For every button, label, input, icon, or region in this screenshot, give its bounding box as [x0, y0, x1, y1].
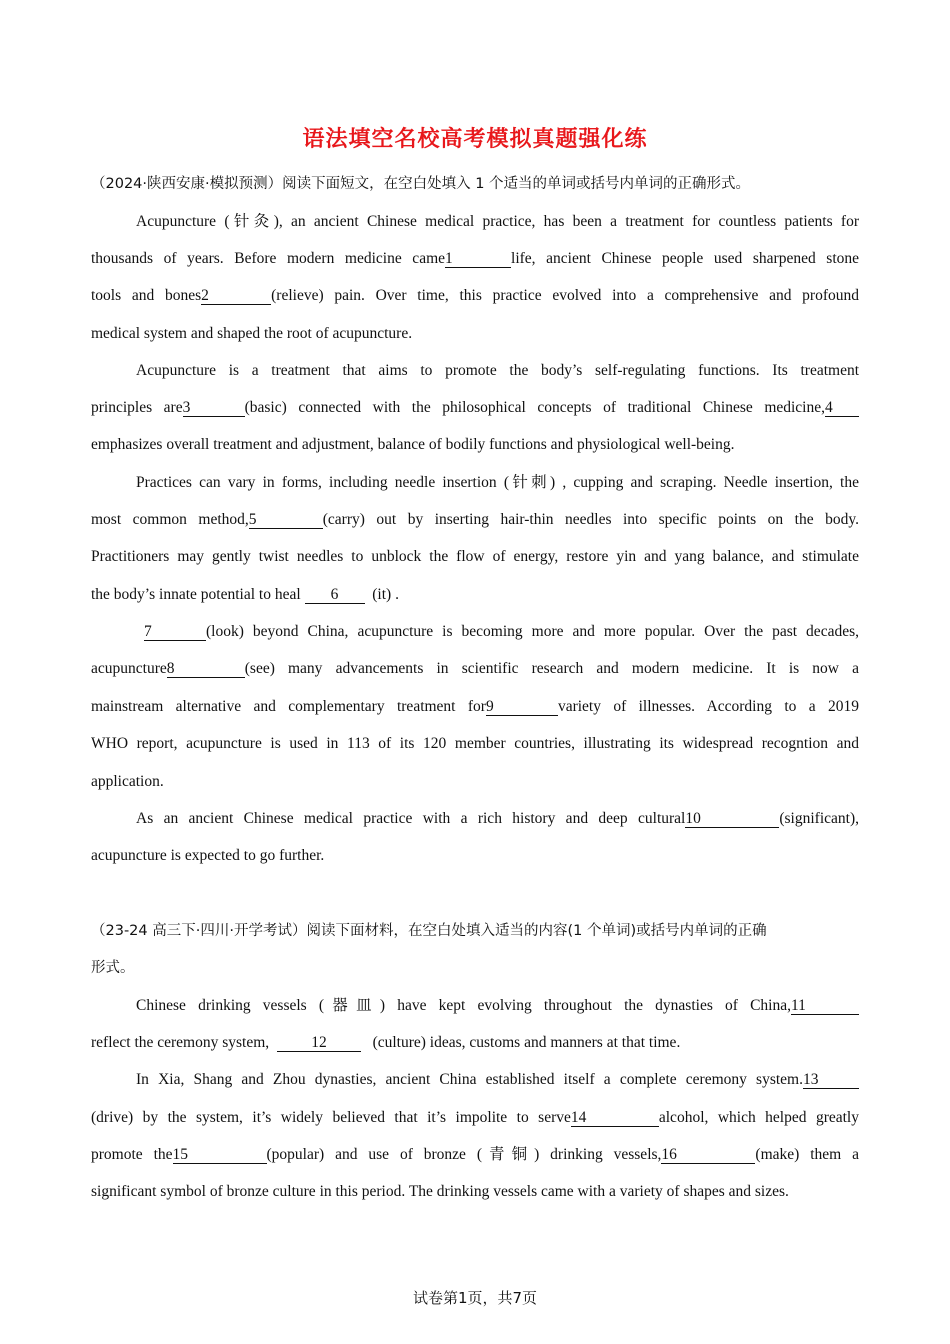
passage-line: principles are3 (basic) connected with the philosophical concepts of traditional Chinese medicine,4 — [91, 398, 859, 418]
answer-blank-15[interactable]: 15 — [173, 1146, 267, 1164]
passage-line: medical system and shaped the root of acupuncture. — [91, 325, 413, 342]
answer-blank-1[interactable]: 1 — [445, 250, 511, 268]
passage-line: application. — [91, 773, 164, 790]
passage-line: emphasizes overall treatment and adjustment, balance of bodily functions and physiological well-being. — [91, 436, 735, 453]
answer-blank-4[interactable]: 4 — [825, 399, 859, 417]
passage-line: Practitioners may gently twist needles to unblock the flow of energy, restore yin and yang balance, and stimulate — [91, 548, 859, 565]
answer-blank-2[interactable]: 2 — [201, 287, 271, 305]
section1-instruction: （2024·陕西安康·模拟预测）阅读下面短文，在空白处填入 1 个适当的单词或括号内单词的正确形式。 — [91, 176, 751, 192]
answer-blank-11[interactable]: 11 — [791, 997, 859, 1015]
passage-line: Acupuncture (针灸), an ancient Chinese medical practice, has been a treatment for countless patients for — [136, 213, 859, 230]
answer-blank-10[interactable]: 10 — [685, 810, 779, 828]
passage-line: WHO report, acupuncture is used in 113 of its 120 member countries, illustrating its widespread recogntion and — [91, 735, 859, 752]
answer-blank-9[interactable]: 9 — [486, 698, 558, 716]
passage-line: mainstream alternative and complementary treatment for9 variety of illnesses. According to a 2019 — [91, 698, 859, 715]
passage-line: 7 (look) beyond China, acupuncture is becoming more and more popular. Over the past decades, — [144, 623, 859, 640]
answer-blank-13[interactable]: 13 — [803, 1071, 859, 1089]
passage-line: acupuncture is expected to go further. — [91, 847, 325, 864]
passage-line: most common method,5 (carry) out by inserting hair-thin needles into specific points on the body. — [91, 511, 859, 528]
answer-blank-8[interactable]: 8 — [167, 660, 245, 678]
answer-blank-5[interactable]: 5 — [249, 511, 323, 529]
passage-line: acupuncture8 (see) many advancements in scientific research and modern medicine. It is now a — [91, 660, 859, 677]
passage-line: reflect the ceremony system, 12 (culture) ideas, customs and manners at that time. — [91, 1034, 681, 1051]
passage-line: Chinese drinking vessels (器皿) have kept evolving throughout the dynasties of China,11 — [136, 996, 859, 1016]
passage-line: promote the15 (popular) and use of bronze (青铜) drinking vessels,16 (make) them a — [91, 1146, 859, 1163]
passage-line: Practices can vary in forms, including needle insertion (针刺) , cupping and scraping. Needle insertion, the — [136, 474, 859, 491]
section2-instruction-cont: 形式。 — [91, 960, 135, 976]
page-footer: 试卷第1页，共7页 — [412, 1289, 538, 1307]
answer-blank-7[interactable]: 7 — [144, 623, 206, 641]
answer-blank-6[interactable]: 6 — [305, 586, 365, 604]
answer-blank-16[interactable]: 16 — [661, 1146, 755, 1164]
section2-instruction: （23-24 高三下·四川·开学考试）阅读下面材料，在空白处填入适当的内容(1 个单词)或括号内单词的正确 — [91, 923, 767, 939]
passage-line: the body’s innate potential to heal 6 (it) . — [91, 586, 399, 603]
passage-line: Acupuncture is a treatment that aims to promote the body’s self-regulating functions. Its treatment — [136, 362, 859, 379]
passage-line: (drive) by the system, it’s widely believed that it’s impolite to serve14 alcohol, which helped greatly — [91, 1109, 859, 1126]
answer-blank-12[interactable]: 12 — [277, 1034, 361, 1052]
passage-line: tools and bones2 (relieve) pain. Over time, this practice evolved into a comprehensive and profound — [91, 287, 859, 304]
passage-line: As an ancient Chinese medical practice with a rich history and deep cultural10 (significant), — [136, 810, 859, 827]
answer-blank-14[interactable]: 14 — [571, 1109, 659, 1127]
passage-line: In Xia, Shang and Zhou dynasties, ancient China established itself a complete ceremony system.13 — [136, 1070, 859, 1090]
page-title: 语法填空名校高考模拟真题强化练 — [302, 127, 648, 152]
passage-line: thousands of years. Before modern medicine came1 life, ancient Chinese people used sharpened stone — [91, 250, 860, 267]
answer-blank-3[interactable]: 3 — [183, 399, 245, 417]
passage-line: significant symbol of bronze culture in this period. The drinking vessels came with a variety of shapes and sizes. — [91, 1183, 789, 1200]
